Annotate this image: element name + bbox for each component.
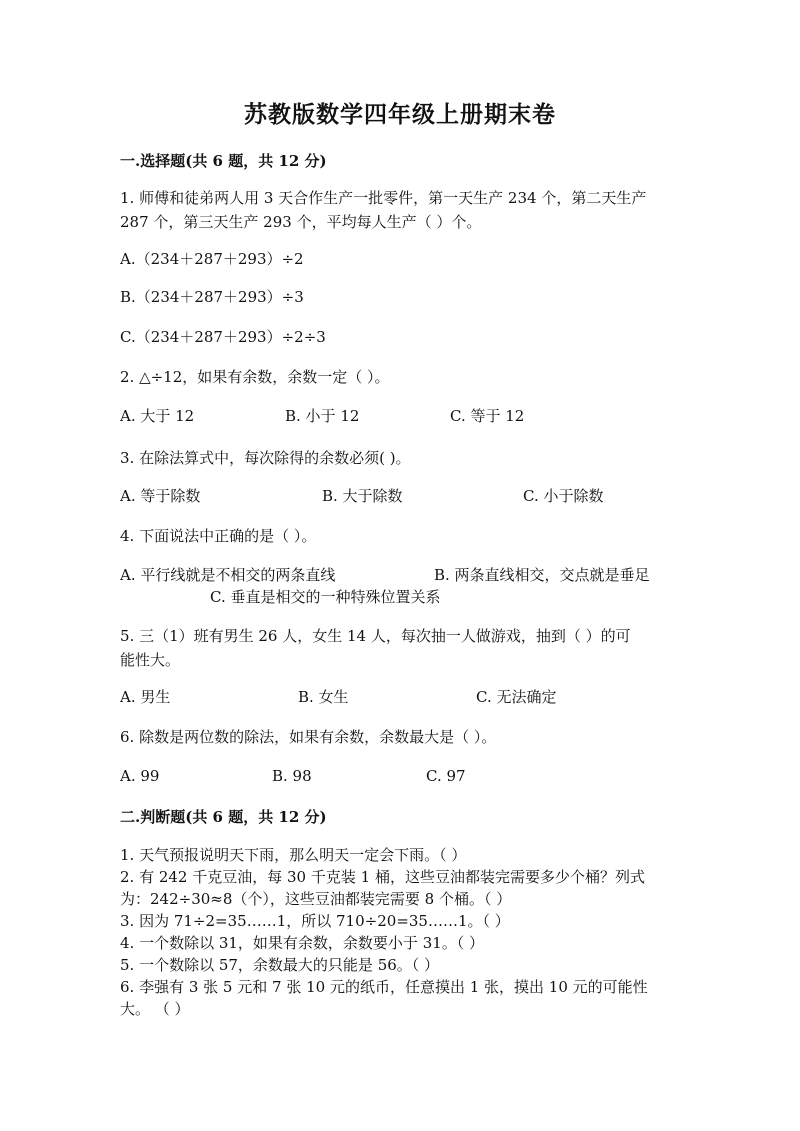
page-title: 苏教版数学四年级上册期末卷 xyxy=(244,101,556,128)
question-3-option-b: B. 大于除数 xyxy=(322,487,403,505)
judgement-item-6-line1: 6. 李强有 3 张 5 元和 7 张 10 元的纸币，任意摸出 1 张，摸出 10 元的可能性 xyxy=(120,978,648,996)
question-2-option-b: B. 小于 12 xyxy=(285,407,360,425)
question-4-option-c: C. 垂直是相交的一种特殊位置关系 xyxy=(210,588,441,606)
question-2-option-a: A. 大于 12 xyxy=(120,407,195,425)
question-1-line1: 1. 师傅和徒弟两人用 3 天合作生产一批零件，第一天生产 234 个，第二天生产 xyxy=(120,189,647,207)
question-4: 4. 下面说法中正确的是（ ）。 xyxy=(120,527,317,545)
question-1-line2: 287 个，第三天生产 293 个，平均每人生产（ ）个。 xyxy=(120,213,482,231)
question-1 xyxy=(120,186,680,234)
question-1-option-a: A.（234＋287＋293）÷2 xyxy=(120,250,304,268)
question-4-option-b: B. 两条直线相交，交点就是垂足 xyxy=(434,566,650,584)
judgement-item-2-line1: 2. 有 242 千克豆油，每 30 千克装 1 桶，这些豆油都装完需要多少个桶？列式 xyxy=(120,868,645,886)
question-5-line2: 能性大。 xyxy=(120,651,181,669)
question-3: 3. 在除法算式中，每次除得的余数必须( )。 xyxy=(120,449,411,467)
question-6-option-b: B. 98 xyxy=(272,767,312,785)
question-6-option-a: A. 99 xyxy=(120,767,160,785)
judgement-item-4: 4. 一个数除以 31，如果有余数，余数要小于 31。（ ） xyxy=(120,934,485,952)
section-heading-choice: 一.选择题(共 6 题，共 12 分) xyxy=(120,152,327,170)
question-3-option-a: A. 等于除数 xyxy=(120,487,201,505)
question-2-option-c: C. 等于 12 xyxy=(450,407,525,425)
judgement-item-5: 5. 一个数除以 57，余数最大的只能是 56。（ ） xyxy=(120,956,440,974)
question-5 xyxy=(120,624,680,672)
judgement-item-6-line2: 大。 （ ） xyxy=(120,1000,190,1018)
question-5-line1: 5. 三（1）班有男生 26 人，女生 14 人，每次抽一人做游戏，抽到（ ）的可 xyxy=(120,627,631,645)
question-5-option-b: B. 女生 xyxy=(298,688,349,706)
question-5-option-c: C. 无法确定 xyxy=(476,688,557,706)
question-3-option-c: C. 小于除数 xyxy=(523,487,604,505)
question-5-option-a: A. 男生 xyxy=(120,688,171,706)
judgement-item-1: 1. 天气预报说明天下雨，那么明天一定会下雨。（ ） xyxy=(120,846,467,864)
judgement-item-3: 3. 因为 71÷2=35……1，所以 710÷20=35……1。（ ） xyxy=(120,912,510,930)
question-1-option-b: B.（234＋287＋293）÷3 xyxy=(120,288,304,306)
question-2: 2. △÷12，如果有余数，余数一定（ ）。 xyxy=(120,368,390,386)
question-6: 6. 除数是两位数的除法，如果有余数，余数最大是（ ）。 xyxy=(120,728,497,746)
question-1-option-c: C.（234＋287＋293）÷2÷3 xyxy=(120,328,326,346)
question-6-option-c: C. 97 xyxy=(426,767,466,785)
question-4-option-a: A. 平行线就是不相交的两条直线 xyxy=(120,566,336,584)
section-heading-judgement: 二.判断题(共 6 题，共 12 分) xyxy=(120,808,327,826)
judgement-item-2-line2: 为：242÷30≈8（个），这些豆油都装完需要 8 个桶。（ ） xyxy=(120,890,512,908)
